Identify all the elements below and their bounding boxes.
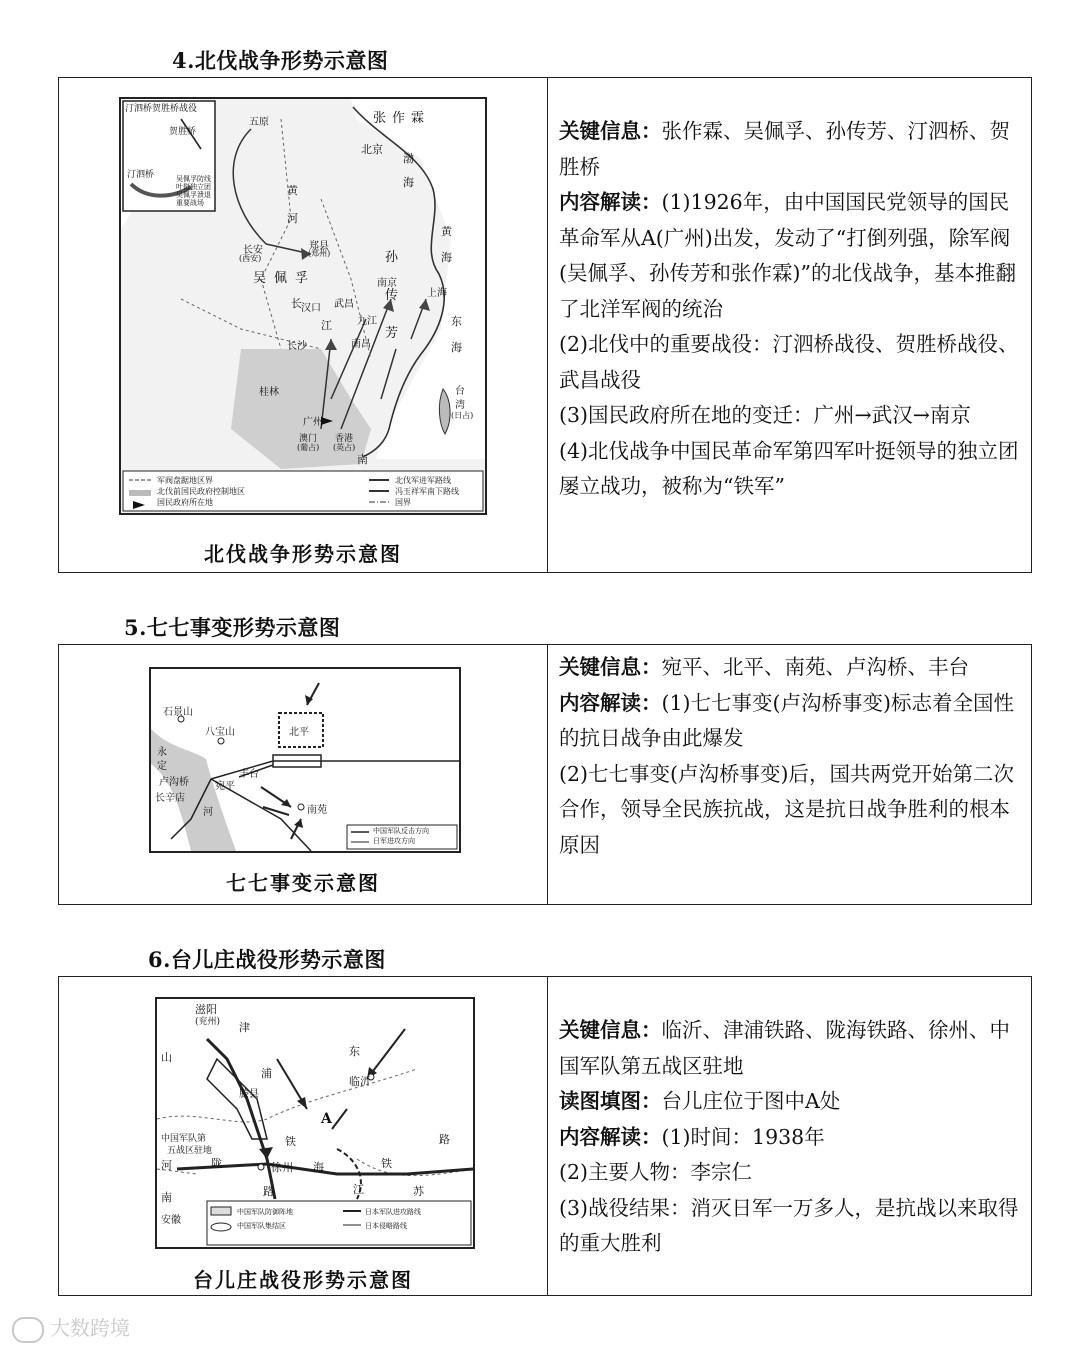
qiqi-table — [58, 644, 1032, 905]
map-label: 长沙 — [287, 341, 307, 352]
map-caption: 七七事变示意图 — [226, 871, 380, 895]
section-title-beifa: 4.北伐战争形势示意图 — [172, 48, 389, 73]
region-label: 苏 — [413, 1185, 424, 1198]
river-label: 河 — [203, 807, 213, 818]
watermark: 大数跨境 — [12, 1312, 130, 1343]
map-label: 北京 — [361, 143, 383, 156]
map-label: 台 — [455, 386, 465, 397]
map-legend: 北伐军进军路线 冯玉祥军南下路线 国界 — [395, 476, 459, 507]
map-label: (兖州) — [195, 1017, 221, 1027]
rail-label: 路 — [263, 1185, 274, 1198]
region-label: 渤 海 — [403, 152, 414, 189]
map-label: 澳门 — [299, 434, 318, 444]
map-label: 长辛店 — [155, 793, 185, 804]
map-label: 滋阳 — [195, 1003, 217, 1016]
region-label: 河 — [161, 1159, 172, 1172]
map-label: (郑州) — [308, 249, 331, 258]
map-label: 八宝山 — [205, 727, 235, 738]
map-label: 武昌 — [334, 299, 354, 310]
rail-label: 陇 — [211, 1157, 222, 1170]
map-label: 南苑 — [307, 805, 327, 816]
rail-label: 铁 — [381, 1157, 392, 1170]
taierzhuang-table — [58, 976, 1032, 1296]
map-label: 湾 — [455, 400, 465, 411]
rail-label: 路 — [439, 1133, 450, 1146]
region-label: 南 — [161, 1191, 172, 1204]
map-label: 九江 — [357, 316, 377, 327]
map-legend: 日本军队进攻路线 日本侵略路线 — [365, 1208, 421, 1230]
map-label: 丰台 — [239, 769, 259, 780]
map-label: 宛平 — [215, 781, 235, 792]
beifa-map — [119, 97, 487, 515]
map-label: 滕县 — [239, 1089, 259, 1100]
map-label: 中国军队第 — [161, 1134, 207, 1144]
map-label: 徐州 — [271, 1161, 293, 1174]
map-label: (西安) — [239, 254, 262, 263]
map-label: 临沂 — [349, 1075, 371, 1088]
map-legend: 中国军队反击方向 日军进攻方向 — [373, 827, 429, 845]
map-caption: 北伐战争形势示意图 — [204, 542, 402, 566]
beifa-text: 关键信息：张作霖、吴佩孚、孙传芳、汀泗桥、贺胜桥 内容解读：(1)1926年，由中国国民党领导的国民革命军从A(广州)出发，发动了“打倒列强，除军阀(吴佩孚、孙传芳和张作霖)”的北伐战争，基本推翻了北洋军阀的统治 (2)北伐中的重要战役：汀泗桥战役、贺胜桥战役、武昌战役 (3)国民政府所在地的变迁：广州→武汉→南京 (4)北伐战争中国民革命军第四军叶挺领导的独立团屡立战功，被称为“铁军” — [559, 119, 1019, 498]
region-label: 江 — [321, 319, 332, 332]
beifa-table — [58, 77, 1032, 573]
rail-label: 浦 — [261, 1067, 272, 1080]
taierzhuang-text: 关键信息：临沂、津浦铁路、陇海铁路、徐州、中国军队第五战区驻地 读图填图：台儿庄位于图中A处 内容解读：(1)时间：1938年 (2)主要人物：李宗仁 (3)战役结果：消灭日军一万多人，是抗战以来取得的重大胜利 — [559, 1018, 1019, 1255]
map-label: (日占) — [451, 411, 474, 420]
region-label: 安徽 — [161, 1215, 181, 1226]
map-label: 南昌 — [351, 339, 371, 350]
taierzhuang-map — [155, 997, 475, 1249]
section-title-qiqi: 5.七七事变形势示意图 — [124, 615, 341, 640]
map-label-a: A — [321, 1111, 332, 1127]
map-label: 南京 — [377, 278, 397, 289]
map-label: 贺胜桥 — [169, 127, 197, 137]
map-label: (葡占) — [297, 443, 320, 452]
map-label: 上海 — [427, 288, 447, 299]
map-label: 香港 — [335, 434, 354, 444]
rail-label: 海 — [313, 1161, 324, 1174]
river-label: 定 — [157, 761, 167, 772]
inset-title: 汀泗桥贺胜桥战役 — [125, 104, 198, 114]
river-label: 永 — [157, 747, 167, 758]
watermark-logo-icon — [12, 1317, 44, 1343]
region-label: 张作霖 — [373, 111, 431, 126]
map-legend: 中国军队防御阵地 中国军队集结区 — [237, 1208, 293, 1230]
map-label: 长安 — [243, 245, 263, 256]
map-label: 汉口 — [301, 303, 321, 314]
rail-label: 津 — [239, 1021, 250, 1034]
map-caption: 台儿庄战役形势示意图 — [193, 1268, 413, 1292]
map-label: 汀泗桥 — [127, 170, 155, 180]
region-label: 吴佩孚 — [253, 271, 317, 286]
map-label: 五原 — [249, 117, 269, 128]
inset-legend: 吴佩孚防线 叶挺独立团 吴佩孚溃退 重要战场 — [176, 175, 211, 207]
region-label: 黄 河 — [287, 184, 298, 225]
region-label: 长 — [291, 297, 302, 310]
map-legend: 军阀盘踞地区界 北伐前国民政府控制地区 国民政府所在地 — [157, 476, 245, 507]
map-label: 石景山 — [163, 707, 193, 718]
map-label: 桂林 — [259, 387, 279, 398]
region-label: 南 — [357, 453, 368, 466]
map-label: 广州 — [303, 417, 323, 428]
qiqi-text: 关键信息：宛平、北平、南苑、卢沟桥、丰台 内容解读：(1)七七事变(卢沟桥事变)标志着全国性的抗日战争由此爆发 (2)七七事变(卢沟桥事变)后，国共两党开始第二次合作，领导全民族抗战，这是抗日战争胜利的根本原因 — [559, 655, 1015, 857]
map-label: 卢沟桥 — [159, 777, 189, 788]
map-label: 五战区驻地 — [167, 1146, 213, 1156]
region-label: 江 — [353, 1183, 364, 1196]
region-label: 东 — [349, 1045, 360, 1058]
section-title-taierzhuang: 6.台儿庄战役形势示意图 — [148, 947, 386, 972]
map-label: 北平 — [289, 727, 309, 738]
region-label: 黄 海 — [441, 225, 452, 264]
region-label: 孙 传 芳 — [385, 250, 399, 341]
map-label: (英占) — [333, 443, 356, 452]
qiqi-map — [149, 667, 461, 853]
region-label: 山 — [161, 1051, 172, 1064]
map-label: 郑县 — [309, 241, 329, 252]
rail-label: 铁 — [285, 1135, 296, 1148]
region-label: 东 海 — [451, 315, 462, 354]
